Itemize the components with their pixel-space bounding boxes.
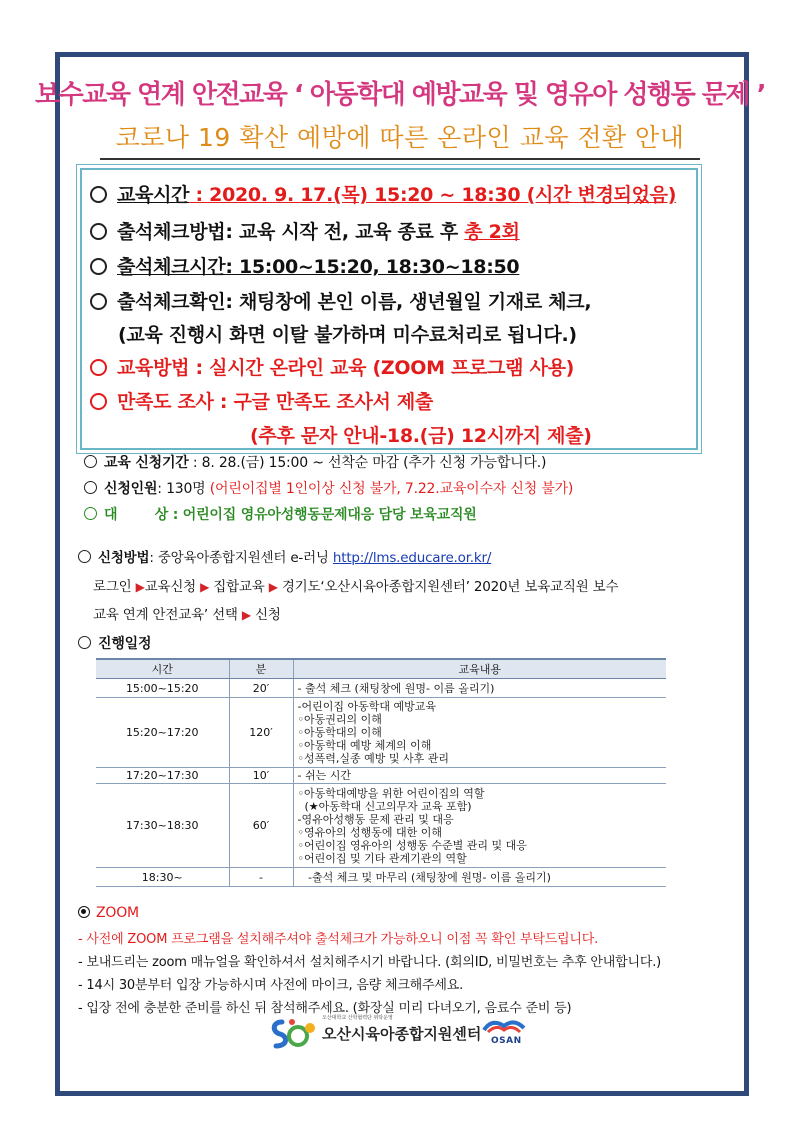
educare-link[interactable]: http://lms.educare.or.kr/ [332,550,492,566]
schedule-content [293,698,666,768]
apply-target-row: 대 상 : 어린이집 영유아성행동문제대응 담당 보육교직원 [84,504,477,524]
edu-time-value: 2020. 9. 17.(목) 15:20 ~ 18:30 (시간 변경되었음) [209,184,677,206]
check-method-row: 출석체크방법: 교육 시작 전, 교육 종료 후 총 2회 [90,217,520,244]
footer-logo [270,1014,540,1054]
schedule-content-line: - 출석 체크 (채팅창에 원명- 이름 올리기) [297,681,495,695]
zoom-note-1: - 사전에 ZOOM 프로그램을 설치해주셔야 출석체크가 가능하오니 이점 꼭 확인 부탁드립니다. [78,932,599,947]
schedule-content-line: -출석 체크 및 마무리 (채팅창에 원명- 이름 올리기) [297,870,551,884]
schedule-heading: 진행일정 [78,633,151,653]
circle-bullet-icon [78,636,91,649]
apply-method-row: 신청방법: 중앙육아종합지원센터 e-러닝 http://lms.educare.or.kr/ [78,546,491,566]
schedule-time: 18:30~ [96,868,229,887]
table-row [96,679,666,698]
circle-bullet-icon [84,455,97,468]
schedule-content [293,784,666,868]
zoom-note-2: - 보내드리는 zoom 매뉴얼을 확인하셔서 설치해주시기 바랍니다. (회의ID, 비밀번호는 추후 안내합니다.) [78,955,661,970]
schedule-minutes: 60′ [229,784,293,868]
circle-bullet-icon [78,550,91,563]
zoom-heading: ZOOM [78,905,139,921]
arrow-right-icon: ▶ [268,580,278,594]
schedule-minutes: 120′ [229,698,293,768]
schedule-content-line: ◦아동권리의 이해 [297,713,382,726]
table-row [96,698,666,768]
edu-time-row: 교육시간 : 2020. 9. 17.(목) 15:20 ~ 18:30 (시간 변경되었음) [90,180,676,207]
check-confirm-note: (교육 진행시 화면 이탈 불가하며 미수료처리로 됩니다.) [118,324,577,346]
apply-steps-line2: 교육 연계 안전교육’ 선택 ▶ 신청 [93,607,281,623]
schedule-minutes: - [229,868,293,887]
header-content: 교육내용 [293,659,666,679]
zoom-note-4: - 입장 전에 충분한 준비를 하신 뒤 참석해주세요. (화장실 미리 다녀오기, 음료수 준비 등) [78,1001,572,1016]
table-row [96,868,666,887]
apply-period-row: 교육 신청기간 : 8. 28.(금) 15:00 ~ 선착순 마감 (추가 신청 가능합니다.) [84,452,546,472]
schedule-content-line: (★아동학대 신고의무자 교육 포함) [297,799,472,813]
schedule-time: 17:30~18:30 [96,784,229,868]
org-subtitle: 오산대학교 산학협력단 위탁운영 [322,1015,393,1021]
schedule-content-line: -어린이집 아동학대 예방교육 [297,700,436,713]
schedule-content-line: ◦영유아의 성행동에 대한 이해 [297,825,442,839]
table-row [96,784,666,868]
schedule-time: 15:00~15:20 [96,679,229,698]
schedule-content-line: ◦어린이집 영유아의 성행동 수준별 관리 및 대응 [297,838,527,852]
page-subtitle: 코로나 19 확산 예방에 따른 온라인 교육 전환 안내 [100,118,700,160]
header-minutes: 분 [229,659,293,679]
schedule-content-line: ◦아동학대 예방 체계의 이해 [297,739,432,752]
circle-bullet-icon [90,359,107,376]
schedule-content-line: ◦아동학대예방을 위한 어린이집의 역할 [297,786,485,800]
info-box [80,168,698,450]
circle-bullet-icon [84,481,97,494]
survey-row: 만족도 조사 : 구글 만족도 조사서 제출 [90,387,433,414]
schedule-minutes: 20′ [229,679,293,698]
schedule-content-line: ◦어린이집 및 기타 관계기관의 역할 [297,851,467,865]
org-name: 오산시육아종합지원센터 [322,1025,482,1043]
method-row: 교육방법 : 실시간 온라인 교육 (ZOOM 프로그램 사용) [90,353,574,380]
schedule-content-line: -영유아성행동 문제 관리 및 대응 [297,812,454,826]
radio-selected-icon [78,906,90,918]
survey-note: (추후 문자 안내-18.(금) 12시까지 제출) [250,425,592,447]
circle-bullet-icon [90,186,107,203]
header-time: 시간 [96,659,229,679]
schedule-content-line: - 쉬는 시간 [297,769,351,782]
apply-count-row: 신청인원: 130명 (어린이집별 1인이상 신청 불가, 7.22.교육이수자 신청 불가) [84,478,573,498]
check-time-row: 출석체크시간: 15:00~15:20, 18:30~18:50 [90,252,519,279]
schedule-content-line: ◦성폭력,실종 예방 및 사후 관리 [297,752,449,765]
arrow-right-icon: ▶ [200,580,210,594]
schedule-content [293,679,666,698]
circle-bullet-icon [90,223,107,240]
circle-bullet-icon [90,293,107,310]
schedule-content-line: ◦아동학대의 이해 [297,726,382,739]
schedule-content [293,768,666,784]
schedule-time: 17:20~17:30 [96,768,229,784]
arrow-right-icon: ▶ [135,580,145,594]
table-row [96,768,666,784]
schedule-minutes: 10′ [229,768,293,784]
page-title: 보수교육 연계 안전교육 ‘ 아동학대 예방교육 및 영유아 성행동 문제 ’ [35,80,765,110]
city-name: OSAN [491,1036,522,1046]
schedule-content [293,868,666,887]
osan-city-emblem-icon [482,1016,526,1036]
arrow-right-icon: ▶ [241,608,251,622]
zoom-note-3: - 14시 30분부터 입장 가능하시며 사전에 마이크, 음량 체크해주세요. [78,978,464,993]
schedule-time: 15:20~17:20 [96,698,229,768]
circle-bullet-icon [84,507,97,520]
schedule-table [96,658,666,887]
center-logo-icon [270,1016,320,1052]
circle-bullet-icon [90,258,107,275]
check-confirm-row: 출석체크확인: 채팅창에 본인 이름, 생년월일 기재로 체크, [90,287,591,314]
circle-bullet-icon [90,393,107,410]
table-header-row [96,659,666,679]
apply-steps-line1: 로그인 ▶교육신청 ▶ 집합교육 ▶ 경기도‘오산시육아종합지원센터’ 2020년 보육교직원 보수 [93,579,619,595]
